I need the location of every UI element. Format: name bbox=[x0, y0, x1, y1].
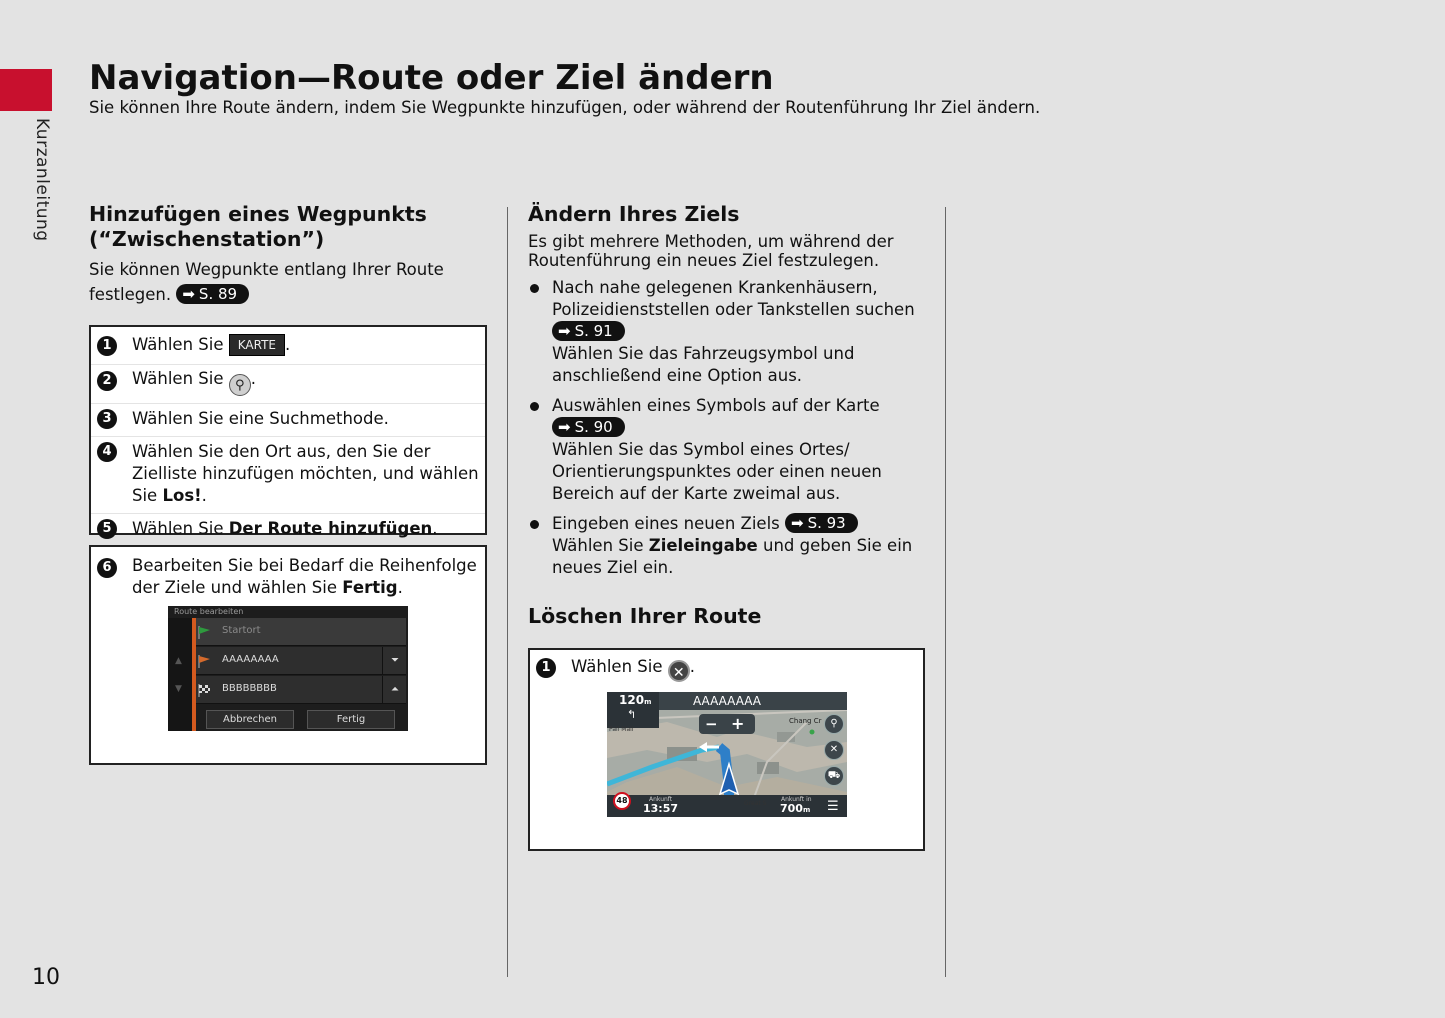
arrow-right-icon: ➡ bbox=[558, 418, 571, 436]
route-edit-screenshot bbox=[168, 606, 408, 731]
zoom-controls bbox=[699, 714, 755, 734]
orange-flag-icon bbox=[196, 653, 212, 669]
route-row-destination[interactable]: BBBBBBBB ⏶ bbox=[196, 676, 406, 704]
delete-step-1: 1 Wählen Sie ✕ . bbox=[530, 656, 923, 682]
map-screenshot bbox=[607, 692, 847, 817]
chapter-tab bbox=[0, 69, 52, 111]
zoom-in-button[interactable]: + bbox=[731, 714, 745, 733]
waypoint-section bbox=[89, 202, 499, 306]
move-down-icon: ▼ bbox=[175, 684, 182, 694]
page-reference-link[interactable]: ➡ S. 93 bbox=[785, 513, 858, 533]
vehicle-icon[interactable]: ⛟ bbox=[824, 766, 844, 786]
chapter-label: Kurzanleitung bbox=[32, 118, 52, 242]
change-destination-section bbox=[528, 202, 928, 579]
bullet-search-nearby: Nach nahe gelegenen Krankenhäusern, Polizeidienststellen oder Tankstellen suchen ➡ S. 91 Wählen Sie das Fahrzeugsymbol und anschließend eine Option aus. bbox=[528, 277, 928, 387]
change-destination-intro-line1: Es gibt mehrere Methoden, um während der bbox=[528, 232, 894, 251]
map-street-label: Pall Mall bbox=[609, 726, 634, 733]
route-row-waypoint[interactable]: AAAAAAAA ⏷ bbox=[196, 647, 406, 675]
cancel-route-icon[interactable]: ✕ bbox=[824, 740, 844, 760]
arrow-right-icon: ➡ bbox=[558, 322, 571, 340]
step-5: 5 Wählen Sie Der Route hinzufügen. bbox=[91, 513, 485, 544]
page-reference-link[interactable]: ➡ S. 91 bbox=[552, 321, 625, 341]
zoom-out-button[interactable]: − bbox=[705, 715, 718, 733]
waypoint-intro-line2: festlegen. bbox=[89, 285, 172, 304]
arrival-time[interactable]: 13:57 bbox=[643, 802, 679, 815]
map-street-name: AAAAAAAA bbox=[693, 694, 762, 708]
destination-label: Ankunft in bbox=[781, 796, 812, 803]
green-flag-icon bbox=[196, 624, 212, 640]
bullet-enter-destination: Eingeben eines neuen Ziels ➡ S. 93 Wählen Sie Zieleingabe und geben Sie ein neues Ziel ein. bbox=[528, 513, 928, 579]
menu-icon[interactable]: ☰ bbox=[827, 799, 839, 814]
next-turn-distance: 120 bbox=[619, 693, 645, 707]
map-street-label: Great S bbox=[744, 800, 767, 807]
cancel-button[interactable]: Abbrechen bbox=[206, 710, 294, 729]
bullet-select-map-symbol: Auswählen eines Symbols auf der Karte ➡ S. 90 Wählen Sie das Symbol eines Ortes/ Orientierungspunktes oder einen neuen Bereich auf der Karte zweimal aus. bbox=[528, 395, 928, 505]
column-divider bbox=[945, 207, 946, 977]
route-row-start[interactable]: Startort bbox=[196, 618, 406, 646]
step-1: 1 Wählen Sie KARTE . bbox=[91, 333, 485, 364]
move-up-icon: ▲ bbox=[175, 656, 182, 666]
page-reference-link[interactable]: ➡ S. 89 bbox=[176, 284, 249, 304]
delete-route-heading: Löschen Ihrer Route bbox=[528, 604, 762, 628]
search-icon[interactable]: ⚲ bbox=[824, 714, 844, 734]
done-button[interactable]: Fertig bbox=[307, 710, 395, 729]
arrow-right-icon: ➡ bbox=[791, 514, 804, 532]
destination-distance[interactable]: 700m bbox=[780, 802, 811, 815]
waypoint-heading-line1: Hinzufügen eines Wegpunkts bbox=[89, 202, 427, 226]
next-turn-panel[interactable]: 120m ↰ bbox=[607, 692, 659, 728]
waypoint-heading-line2: (“Zwischenstation”) bbox=[89, 227, 325, 251]
column-divider bbox=[507, 207, 508, 977]
change-destination-heading: Ändern Ihres Ziels bbox=[528, 202, 740, 226]
route-edit-title: Route bearbeiten bbox=[174, 607, 244, 616]
step-2: 2 Wählen Sie ⚲ . bbox=[91, 364, 485, 403]
arrow-right-icon: ➡ bbox=[182, 285, 195, 303]
page-subtitle: Sie können Ihre Route ändern, indem Sie Wegpunkte hinzufügen, oder während der Routenführung Ihr Ziel ändern. bbox=[89, 98, 1041, 117]
arrival-label: Ankunft bbox=[649, 796, 673, 803]
map-place-label: Chang Cr bbox=[789, 717, 822, 725]
step-3: 3 Wählen Sie eine Suchmethode. bbox=[91, 403, 485, 436]
page-title: Navigation—Route oder Ziel ändern bbox=[89, 58, 774, 98]
step-4: 4 Wählen Sie den Ort aus, den Sie der Zielliste hinzufügen möchten, und wählen Sie Los!. bbox=[91, 436, 485, 513]
move-up-button[interactable]: ⏶ bbox=[382, 676, 407, 704]
search-icon[interactable]: ⚲ bbox=[229, 374, 251, 396]
step-6: 6 Bearbeiten Sie bei Bedarf die Reihenfolge der Ziele und wählen Sie Fertig. bbox=[91, 555, 485, 599]
speed-limit-sign: 48 bbox=[613, 792, 631, 810]
steps-box-1-5 bbox=[89, 325, 487, 538]
cancel-icon[interactable]: ✕ bbox=[668, 660, 690, 682]
waypoint-intro-line1: Sie können Wegpunkte entlang Ihrer Route bbox=[89, 260, 444, 279]
move-down-button[interactable]: ⏷ bbox=[382, 647, 407, 675]
change-destination-intro-line2: Routenführung ein neues Ziel festzulegen. bbox=[528, 251, 880, 270]
karte-button[interactable]: KARTE bbox=[229, 334, 285, 356]
page-number: 10 bbox=[32, 965, 60, 990]
page-reference-link[interactable]: ➡ S. 90 bbox=[552, 417, 625, 437]
turn-arrow-icon: ↰ bbox=[627, 708, 637, 721]
checkered-flag-icon bbox=[196, 682, 212, 698]
